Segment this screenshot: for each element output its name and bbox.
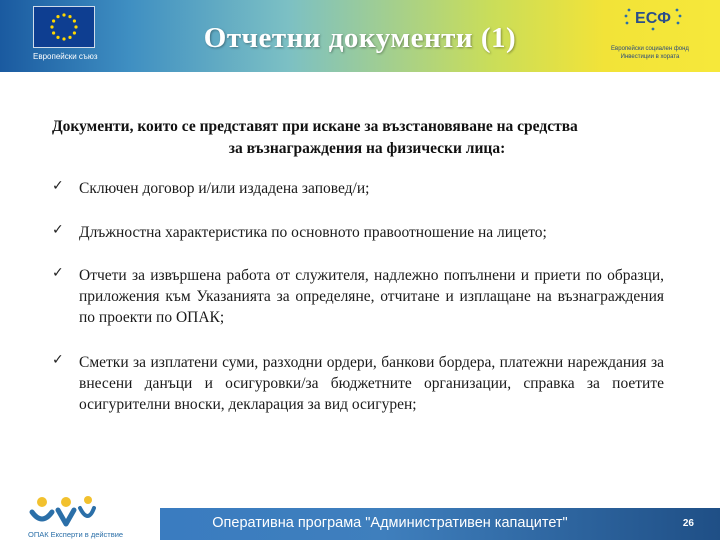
- esf-logo-text: ЕСФ: [635, 10, 671, 27]
- esf-logo: [605, 4, 695, 66]
- header-banner: [0, 0, 720, 72]
- intro-line-2: за възнаграждения на физически лица:: [228, 140, 506, 157]
- page-number: 26: [682, 518, 694, 529]
- esf-caption-line2: Инвестиции в хората: [620, 54, 680, 60]
- opak-logo-icon: [28, 494, 98, 528]
- esf-logo-icon: [623, 6, 683, 32]
- opak-caption: ОПАК Експерти в действие: [28, 530, 124, 539]
- list-item-text: Длъжностна характеристика по основното правоотношение на лицето;: [79, 224, 547, 241]
- check-icon: ✓: [52, 265, 64, 281]
- list-item: [52, 265, 664, 328]
- list-item-text: Отчети за извършена работа от служителя, надлежно попълнени и приети по образци, приложения към Указанията за определяне, отчитане и изплащане на възнаграждения по проекти по ОПАК;: [79, 267, 664, 326]
- intro-heading: [52, 116, 682, 160]
- check-icon: ✓: [52, 222, 64, 238]
- list-item-text: Сключен договор и/или издадена заповед/и;: [79, 180, 370, 197]
- intro-line-1: Документи, които се представят при искане за възстановяване на средства: [52, 118, 578, 135]
- program-name: Оперативна програма "Административен капацитет": [212, 515, 568, 531]
- check-icon: ✓: [52, 352, 64, 368]
- check-icon: ✓: [52, 178, 64, 194]
- esf-caption-line1: Европейски социален фонд: [611, 46, 689, 52]
- list-item: [52, 352, 664, 415]
- page-title: Отчетни документи (1): [203, 22, 517, 54]
- list-item: [52, 178, 664, 199]
- list-item: [52, 222, 664, 243]
- list-item-text: Сметки за изплатени суми, разходни ордери, банкови бордера, платежни нареждания за внесени данъци и осигуровки/за бюджетните организации, справка за поетите осигурителни вноски, декларация за вид осигурен;: [79, 354, 664, 413]
- opak-logo: [28, 494, 148, 540]
- eu-caption: Европейски съюз: [33, 52, 98, 61]
- footer-bar: [160, 508, 720, 540]
